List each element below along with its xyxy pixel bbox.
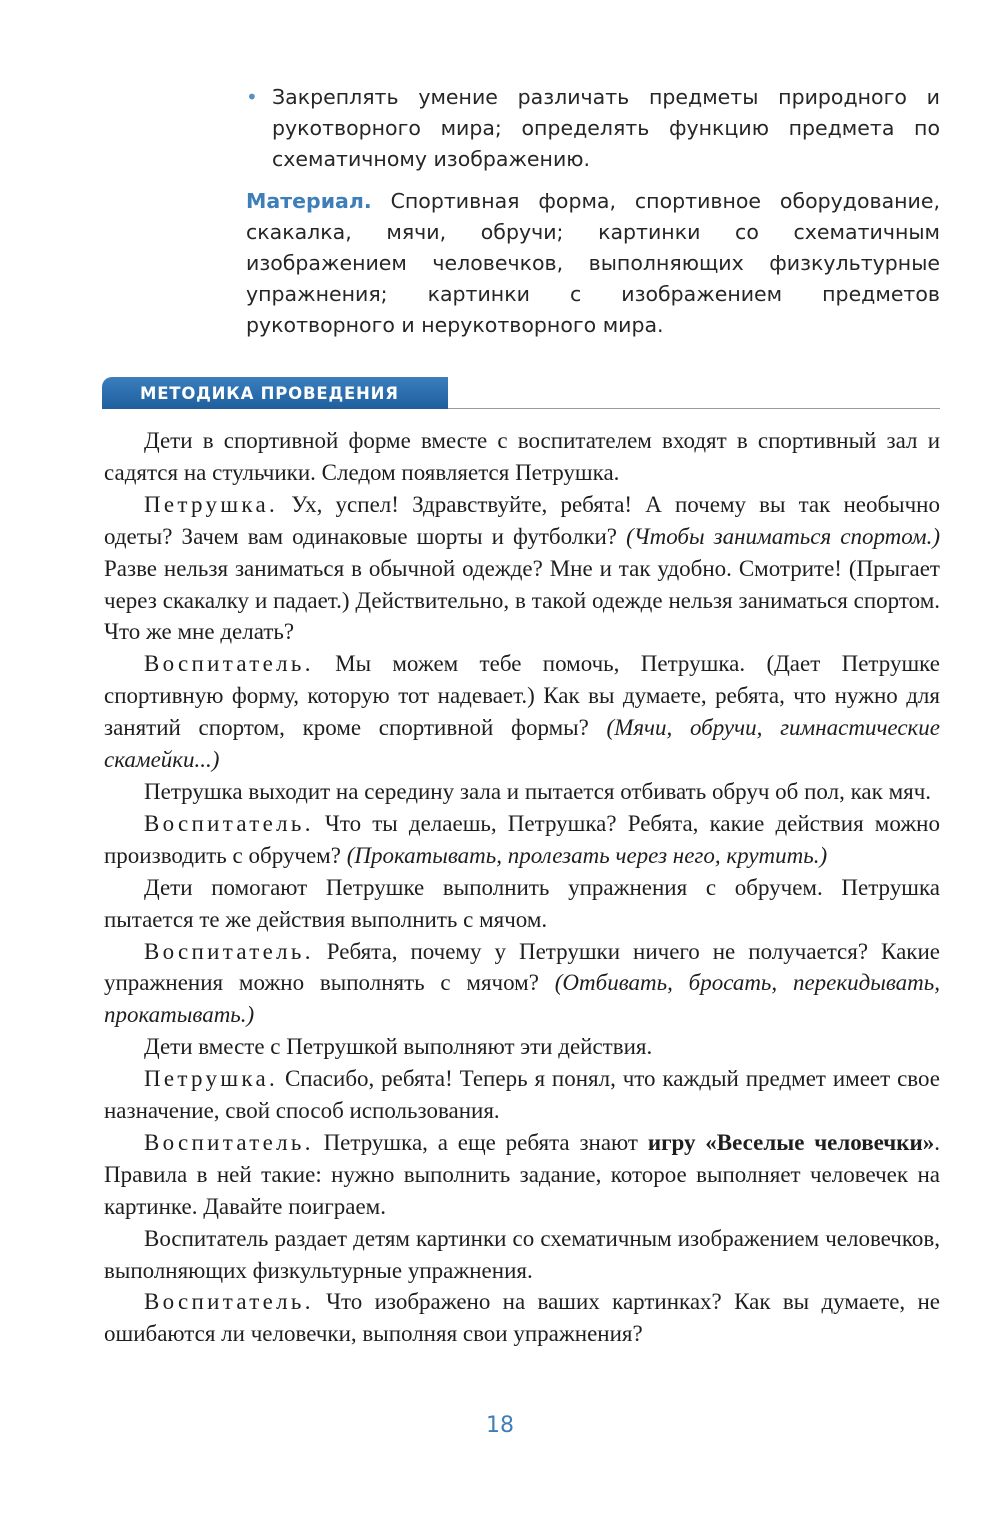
narration-paragraph: Петрушка выходит на середину зала и пытается отбивать обруч об пол, как мяч. xyxy=(144,778,932,804)
dialogue-paragraph xyxy=(104,648,940,776)
speaker-name: Петрушка. xyxy=(144,491,279,517)
children-answer: (Мячи, обручи, гимнастические скамейки...) xyxy=(104,715,940,773)
speech-text: Петрушка, а еще ребята знают xyxy=(313,1129,648,1155)
objective-text: Закреплять умение различать предметы природного и рукотворного мира; определять функцию предмета по схематичному изображению. xyxy=(272,85,940,171)
material-paragraph xyxy=(246,186,940,341)
bullet-icon: • xyxy=(246,85,258,109)
game-name: игру «Веселые человечки» xyxy=(647,1129,935,1155)
speech-text: Что ты делаешь, Петрушка? Ребята, какие действия можно производить с обручем? xyxy=(104,810,940,868)
dialogue-paragraph xyxy=(104,808,940,872)
objective-bullet-item xyxy=(246,82,940,175)
dialogue-paragraph xyxy=(104,1286,940,1350)
speech-text: Ух, успел! Здравствуйте, ребята! А почему вы так необычно одеты? Зачем вам одинаковые шорты и футболки? xyxy=(104,491,940,549)
dialogue-paragraph xyxy=(104,936,940,1032)
speaker-name: Воспитатель. xyxy=(144,651,314,677)
narration-paragraph: Дети в спортивной форме вместе с воспитателем входят в спортивный зал и садятся на стульчики. Следом появляется Петрушка. xyxy=(104,428,940,485)
speaker-name: Петрушка. xyxy=(144,1066,279,1092)
children-answer: (Прокатывать, пролезать через него, крутить.) xyxy=(346,842,828,868)
section-header xyxy=(102,377,940,411)
speech-text: Ребята, почему у Петрушки ничего не получается? Какие упражнения можно выполнять с мячом? xyxy=(104,938,940,996)
speech-text: Что изображено на ваших картинках? Как вы думаете, не ошибаются ли человечки, выполняя свои упражнения? xyxy=(104,1289,940,1347)
page-number: 18 xyxy=(486,1413,514,1438)
speech-text: Разве нельзя заниматься в обычной одежде? Мне и так удобно. Смотрите! (Прыгает через скакалку и падает.) Действительно, в такой одежде нельзя заниматься спортом. Что же мне делать? xyxy=(104,555,940,645)
lesson-script xyxy=(104,425,940,1350)
children-answer: (Отбивать, бросать, перекидывать, прокатывать.) xyxy=(104,970,940,1028)
objectives-block xyxy=(246,82,940,341)
dialogue-paragraph xyxy=(104,1063,940,1127)
speech-text: . Правила в ней такие: нужно выполнить задание, которое выполняет человечек на картинке. Давайте поиграем. xyxy=(104,1129,941,1219)
speaker-name: Воспитатель. xyxy=(144,938,314,964)
dialogue-paragraph xyxy=(104,489,940,649)
speaker-name: Воспитатель. xyxy=(144,810,314,836)
section-divider xyxy=(448,408,940,409)
dialogue-paragraph xyxy=(104,1127,940,1223)
speech-text: Мы можем тебе помочь, Петрушка. (Дает Петрушке спортивную форму, которую тот надевает.) Как вы думаете, ребята, что нужно для занятий спортом, кроме спортивной формы? xyxy=(104,651,940,741)
speaker-name: Воспитатель. xyxy=(144,1289,314,1315)
material-label: Материал. xyxy=(246,189,372,213)
section-title: МЕТОДИКА ПРОВЕДЕНИЯ xyxy=(102,377,448,409)
speaker-name: Воспитатель. xyxy=(144,1129,314,1155)
children-answer: (Чтобы заниматься спортом.) xyxy=(626,523,940,549)
speech-text: Спасибо, ребята! Теперь я понял, что каждый предмет имеет свое назначение, свой способ использования. xyxy=(104,1066,940,1124)
narration-paragraph: Воспитатель раздает детям картинки со схематичным изображением человечков, выполняющих физкультурные упражнения. xyxy=(104,1225,940,1283)
narration-paragraph: Дети вместе с Петрушкой выполняют эти действия. xyxy=(144,1034,653,1060)
material-text: Спортивная форма, спортивное оборудование, скакалка, мячи, обручи; картинки со схематичным изображением человечков, выполняющих физкультурные упражнения; картинки с изображением предметов рукотворного и нерукотворного мира. xyxy=(246,189,940,337)
narration-paragraph: Дети помогают Петрушке выполнить упражнения с обручем. Петрушка пытается те же действия выполнить с мячом. xyxy=(104,874,940,932)
